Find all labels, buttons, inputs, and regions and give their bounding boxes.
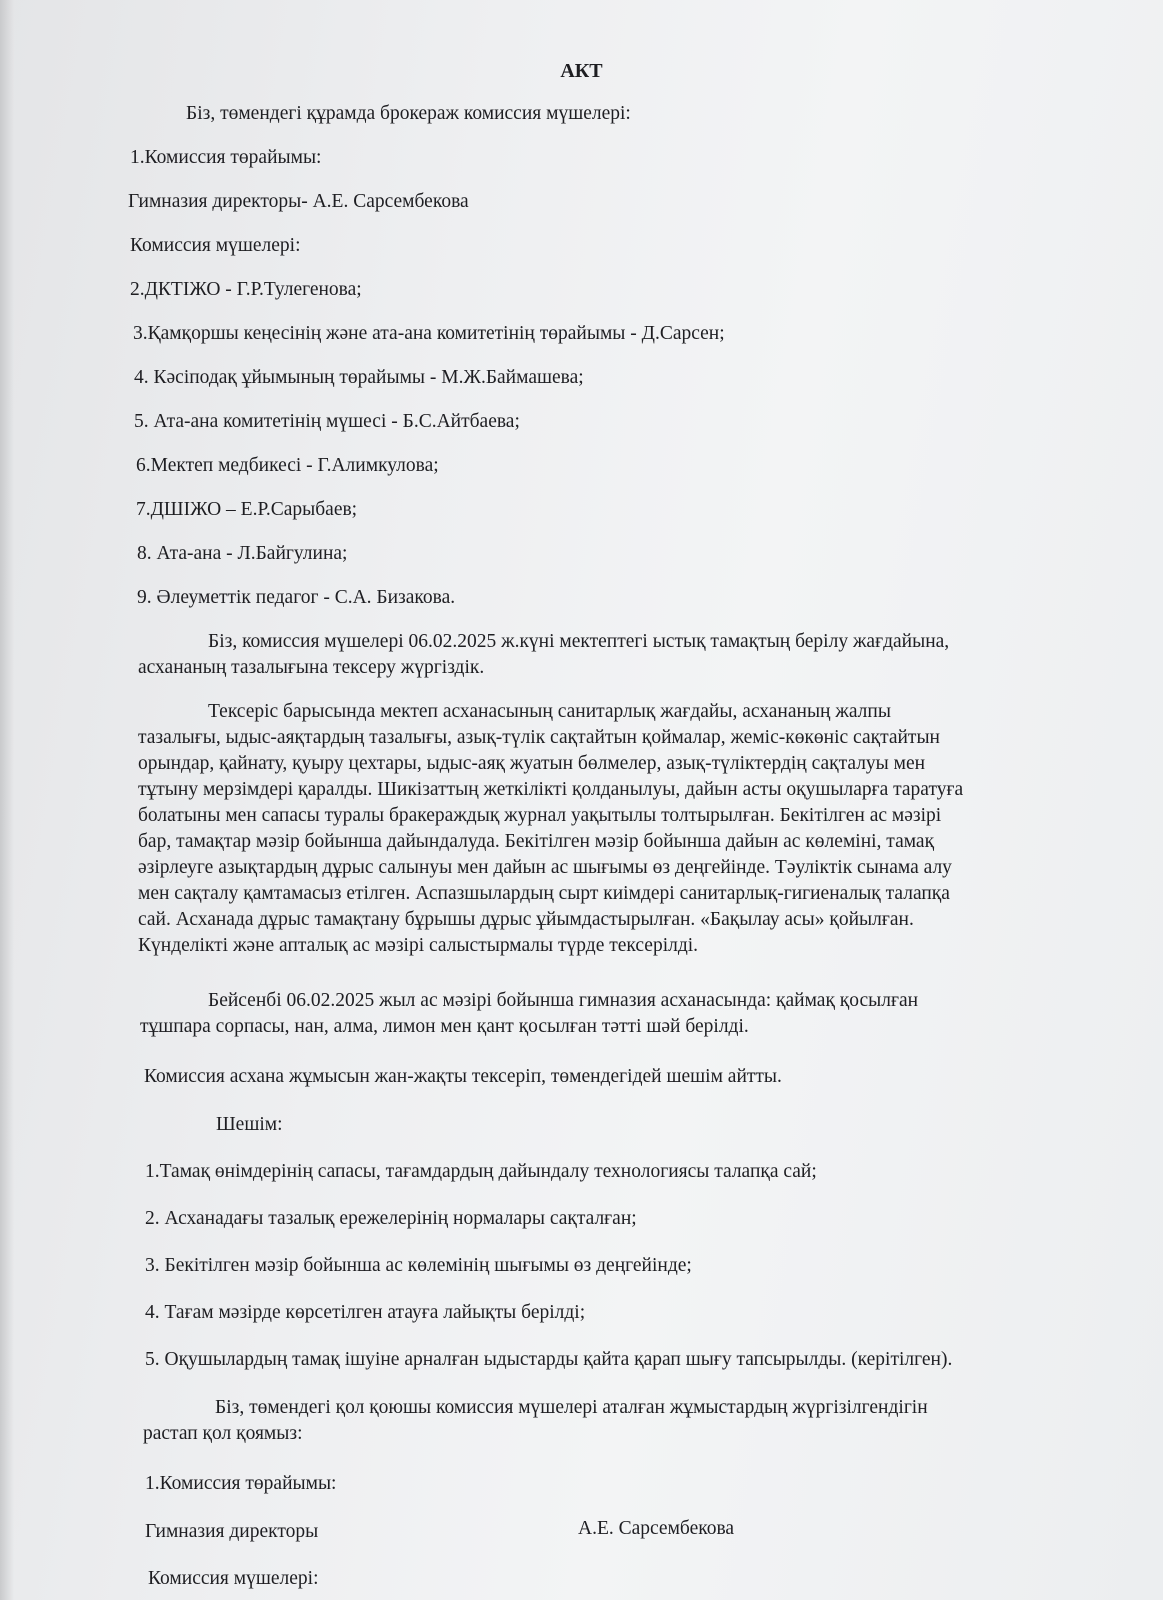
member-line: 3.Қамқоршы кеңесінің және ата-ана комитетінің төрайымы - Д.Сарсен; (133, 323, 725, 344)
chair-heading: 1.Комиссия төрайымы: (130, 147, 322, 168)
member-line: 7.ДШІЖО – Е.Р.Сарыбаев; (136, 499, 358, 520)
paragraph-2-line: тазалығы, ыдыс-аяқтардың тазалығы, азық-түлік сақтайтын қоймалар, жеміс-көкөніс сақтайтын (138, 727, 940, 748)
intro-line: Біз, төмендегі құрамда брокераж комиссия мүшелері: (186, 103, 631, 124)
paragraph-5-line: Біз, төмендегі қол қоюшы комиссия мүшелері аталған жұмыстардың жүргізілгендігін (215, 1397, 928, 1418)
member-line: 4. Кәсіподақ ұйымының төрайымы - М.Ж.Баймашева; (134, 367, 584, 388)
page-edge-shadow (0, 0, 14, 1600)
paragraph-3-line: Бейсенбі 06.02.2025 жыл ас мәзірі бойынша гимназия асханасында: қаймақ қосылған (208, 990, 919, 1011)
paragraph-5-line: растап қол қоямыз: (143, 1423, 303, 1444)
decision-item: 4. Тағам мәзірде көрсетілген атауға лайықты берілді; (145, 1302, 586, 1323)
document-title: АКТ (560, 60, 603, 82)
paragraph-4: Комиссия асхана жұмысын жан-жақты тексеріп, төмендегідей шешім айтты. (144, 1066, 782, 1087)
paragraph-2-line: әзірлеуге азықтардың дұрыс салынуы мен дайын ас шығымы өз деңгейінде. Тәуліктік сынама алу (138, 857, 952, 878)
paragraph-2-line: Тексеріс барысында мектеп асханасының санитарлық жағдайы, асхананың жалпы (208, 701, 891, 722)
sign-chair-role: Гимназия директоры (145, 1521, 319, 1542)
paragraph-2-line: мен сақталу қамтамасыз етілген. Аспазшылардың сырт киімдері санитарлық-гигиеналық талапқа (138, 883, 950, 904)
sign-chair-name: А.Е. Сарсембекова (578, 1518, 735, 1539)
decision-item: 1.Тамақ өнімдерінің сапасы, тағамдардың дайындалу технологиясы талапқа сай; (145, 1161, 817, 1182)
paragraph-1-line: Біз, комиссия мүшелері 06.02.2025 ж.күні мектептегі ыстық тамақтың берілу жағдайына, (208, 631, 950, 652)
members-heading: Комиссия мүшелері: (130, 235, 301, 256)
decision-item: 3. Бекітілген мәзір бойынша ас көлемінің шығымы өз деңгейінде; (145, 1255, 692, 1276)
paragraph-2-line: сай. Асханада дұрыс тамақтану бұрышы дұрыс ұйымдастырылған. «Бақылау асы» қойылған. (138, 909, 914, 930)
decision-heading: Шешім: (216, 1114, 283, 1135)
member-line: 9. Әлеуметтік педагог - С.А. Бизакова. (137, 587, 456, 608)
paragraph-2-line: тұтыну мерзімдері қаралды. Шикізаттың жеткілікті қолданылуы, дайын асты оқушыларға таратуға (138, 779, 964, 800)
paragraph-1-line: асхананың тазалығына тексеру жүргіздік. (138, 657, 485, 678)
paragraph-2-line: бар, тамақтар мәзір бойынша дайындалуда. Бекітілген мәзір бойынша дайын ас көлемінi, тамақ (138, 831, 935, 852)
paragraph-2-line: орындар, қайнату, қуыру цехтары, ыдыс-аяқ жуатын бөлмелер, азық-түліктердің сақталуы мен (138, 753, 926, 774)
paragraph-3-line: тұшпара сорпасы, нан, алма, лимон мен қант қосылған тәтті шәй берілді. (140, 1016, 749, 1037)
member-line: 5. Ата-ана комитетінің мүшесі - Б.С.Айтбаева; (134, 411, 520, 432)
member-line: 2.ДКТІЖО - Г.Р.Тулегенова; (130, 279, 362, 300)
decision-item: 2. Асханадағы тазалық ережелерінің нормалары сақталған; (145, 1208, 637, 1229)
member-line: 6.Мектеп медбикесі - Г.Алимкулова; (136, 455, 439, 476)
sign-chair-heading: 1.Комиссия төрайымы: (145, 1473, 337, 1494)
paragraph-2-line: болатыны мен сапасы туралы бракераждық журнал уақытылы толтырылған. Бекітілген ас мәзірі (138, 805, 942, 826)
member-line: 8. Ата-ана - Л.Байгулина; (137, 543, 348, 564)
paragraph-2-line: Күнделікті және апталық ас мәзірі салыстырмалы түрде тексерілді. (138, 935, 699, 956)
decision-item: 5. Оқушылардың тамақ ішуіне арналған ыдыстарды қайта қарап шығу тапсырылды. (керітілген). (145, 1349, 953, 1370)
sign-members-heading: Комиссия мүшелері: (148, 1568, 319, 1589)
chair-line: Гимназия директоры- А.Е. Сарсембекова (128, 191, 469, 212)
